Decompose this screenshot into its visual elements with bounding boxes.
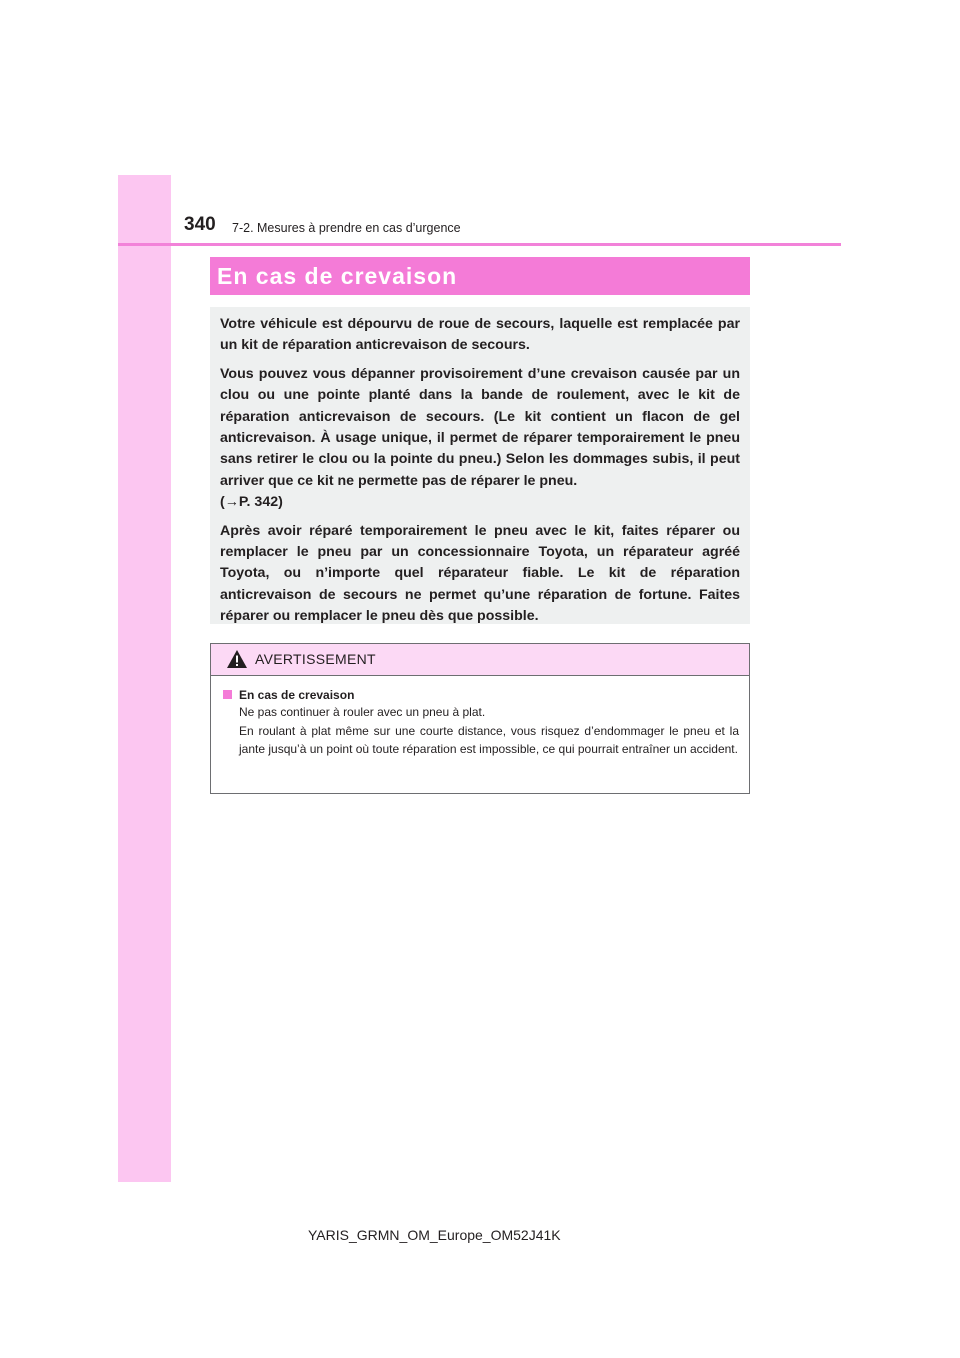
warning-item-title: [221, 687, 739, 703]
title-bar: [210, 257, 750, 295]
section-reference: 7-2. Mesures à prendre en cas d’urgence: [232, 221, 461, 235]
intro-paragraph-2: [220, 364, 740, 514]
warning-header: [211, 644, 749, 676]
warning-label: AVERTISSEMENT: [255, 651, 376, 667]
warning-box: [210, 643, 750, 794]
warning-body: [211, 676, 749, 759]
warning-text-line-2: En roulant à plat même sur une courte distance, vous risquez d’endommager le pneu et la jante jusqu’à un point où toute réparation est impossible, ce qui pourrait entraîner un accident.: [239, 723, 739, 756]
warning-triangle-icon: [226, 649, 248, 669]
intro-paragraph-2-text: Vous pouvez vous dépanner provisoirement d’une crevaison causée par un clou ou une pointe planté dans la bande de roulement, avec le kit de réparation anticrevaison de secours. (Le kit contient un flacon de gel anticrevaison. À usage unique, il permet de réparer temporairement le pneu sans retirer le clou ou la pointe du pneu.) Selon les dommages subis, il peut arriver que ce kit ne permette pas de réparer le pneu.: [220, 365, 740, 489]
square-bullet-icon: [223, 690, 232, 699]
intro-paragraph-1: Votre véhicule est dépourvu de roue de secours, laquelle est remplacée par un kit de réparation anticrevaison de secours.: [220, 316, 740, 354]
header-divider: [118, 243, 841, 246]
warning-item-title-text: En cas de crevaison: [239, 688, 355, 702]
page-reference-link[interactable]: (→P. 342): [220, 494, 283, 511]
document-code: YARIS_GRMN_OM_Europe_OM52J41K: [308, 1227, 561, 1243]
page-title: En cas de crevaison: [217, 263, 458, 289]
intro-paragraph-3: Après avoir réparé temporairement le pneu avec le kit, faites réparer ou remplacer le pneu par un concessionnaire Toyota, un réparateur agréé Toyota, ou n’importe quel réparateur fiable. Le kit de réparation anticrevaison de secours ne permet qu’une réparation de fortune. Faites réparer ou remplacer le pneu dès que possible.: [220, 522, 740, 625]
page-number: 340: [184, 214, 216, 235]
chapter-side-band: [118, 175, 171, 1182]
intro-box: [210, 307, 750, 624]
warning-text-line-1: Ne pas continuer à rouler avec un pneu à plat.: [239, 705, 486, 719]
